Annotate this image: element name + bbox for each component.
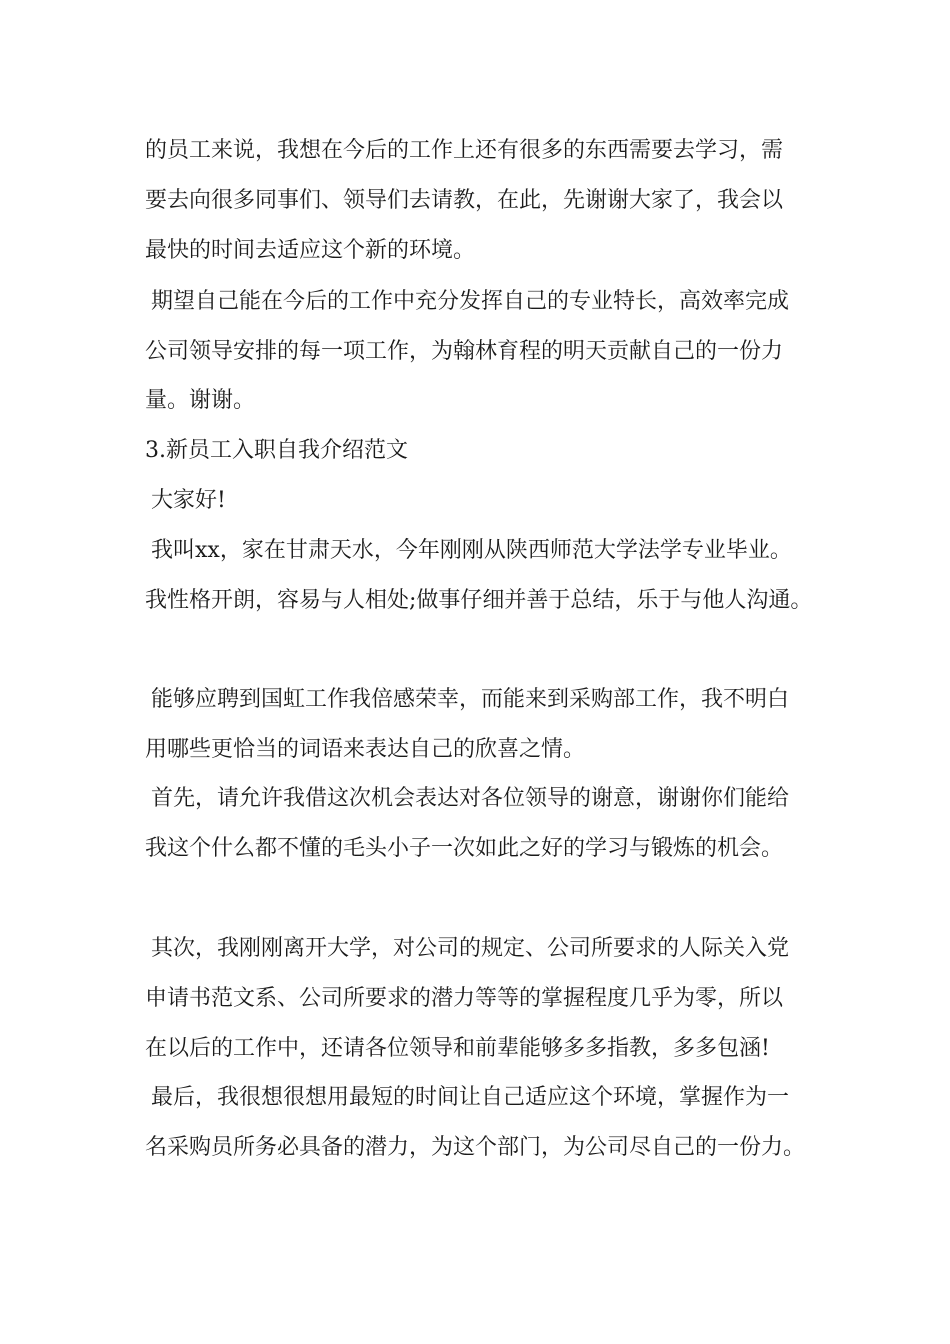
- text-line: 的员工来说，我想在今后的工作上还有很多的东西需要去学习，需: [145, 138, 784, 163]
- text-line: 在以后的工作中，还请各位领导和前辈能够多多指教，多多包涵!: [145, 1036, 770, 1061]
- text-line: 申请书范文系、公司所要求的潜力等等的掌握程度几乎为零，所以: [145, 986, 784, 1011]
- text-line: 我叫xx，家在甘肃天水，今年刚刚从陕西师范大学法学专业毕业。: [151, 538, 792, 563]
- text-line: 名采购员所务必具备的潜力，为这个部门，为公司尽自己的一份力。: [145, 1135, 806, 1160]
- text-line: 要去向很多同事们、领导们去请教，在此，先谢谢大家了，我会以: [145, 188, 784, 213]
- text-line: 用哪些更恰当的词语来表达自己的欣喜之情。: [145, 737, 586, 762]
- text-line: 我这个什么都不懂的毛头小子一次如此之好的学习与锻炼的机会。: [145, 836, 784, 861]
- text-line: 公司领导安排的每一项工作，为翰林育程的明天贡献自己的一份力: [145, 339, 784, 364]
- text-line: 其次，我刚刚离开大学，对公司的规定、公司所要求的人际关入党: [151, 936, 790, 961]
- text-line: 大家好!: [151, 488, 226, 513]
- text-line: 我性格开朗，容易与人相处;做事仔细并善于总结，乐于与他人沟通。: [145, 588, 813, 613]
- text-line: 能够应聘到国虹工作我倍感荣幸，而能来到采购部工作，我不明白: [151, 687, 790, 712]
- text-line: 期望自己能在今后的工作中充分发挥自己的专业特长，高效率完成: [151, 289, 790, 314]
- section-heading: 3.新员工入职自我介绍范文: [145, 438, 408, 463]
- text-line: 首先，请允许我借这次机会表达对各位领导的谢意，谢谢你们能给: [151, 786, 790, 811]
- text-line: 最快的时间去适应这个新的环境。: [145, 238, 476, 263]
- text-line: 量。谢谢。: [145, 388, 256, 413]
- text-line: 最后，我很想很想用最短的时间让自己适应这个环境，掌握作为一: [151, 1085, 790, 1110]
